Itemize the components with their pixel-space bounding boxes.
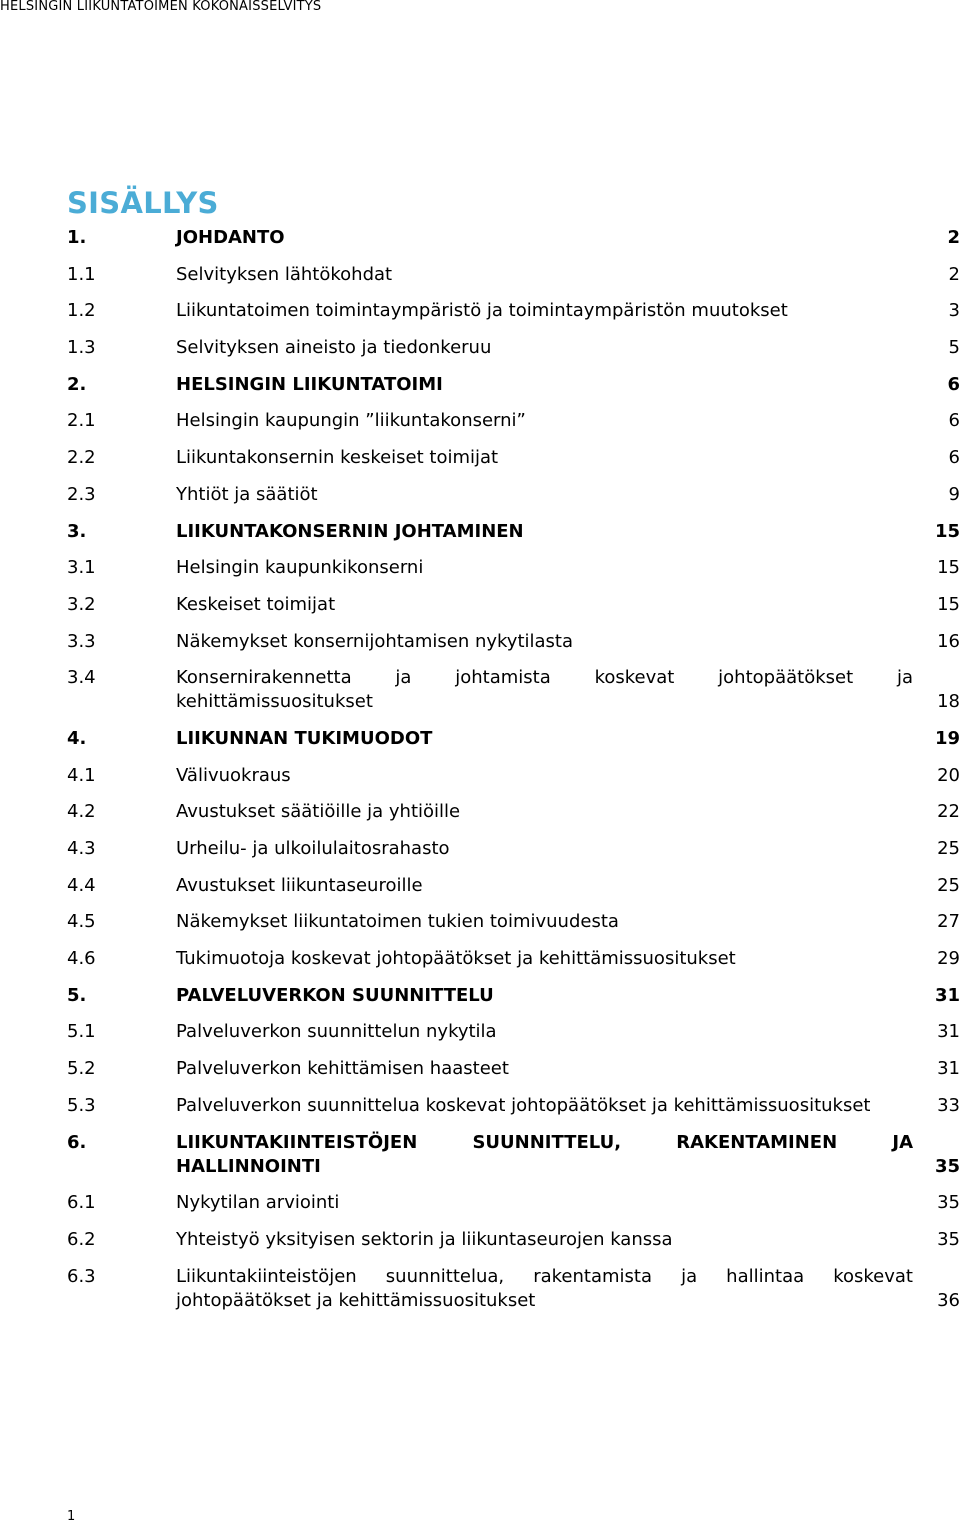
toc-entry-number: 4. xyxy=(67,727,87,749)
toc-entry-title: Liikuntakonsernin keskeiset toimijat xyxy=(176,447,499,469)
toc-entry-title: Helsingin kaupunkikonserni xyxy=(176,557,424,579)
toc-entry-number: 1.2 xyxy=(67,300,96,322)
toc-entry-title xyxy=(176,1131,913,1179)
toc-entry-title: Välivuokraus xyxy=(176,764,291,786)
toc-chapter-entry[interactable] xyxy=(67,984,960,1008)
toc-entry-number: 4.6 xyxy=(67,948,96,970)
toc-section-entry[interactable] xyxy=(67,409,960,433)
toc-entry-number: 5.3 xyxy=(67,1094,96,1116)
toc-entry-title: Palveluverkon kehittämisen haasteet xyxy=(176,1058,509,1080)
toc-section-entry[interactable] xyxy=(67,1094,960,1118)
toc-section-entry[interactable] xyxy=(67,556,960,580)
toc-entry-title: Urheilu- ja ulkoilulaitosrahasto xyxy=(176,838,450,859)
toc-entry-number: 5. xyxy=(67,984,87,1006)
toc-entry-number: 5.2 xyxy=(67,1058,96,1080)
toc-entry-title: LIIKUNNAN TUKIMUODOT xyxy=(176,727,433,749)
toc-entry-title-line-1: LIIKUNTAKIINTEISTÖJEN SUUNNITTELU, RAKENTAMINEN JA xyxy=(176,1131,913,1153)
toc-entry-number: 4.1 xyxy=(67,764,96,786)
toc-entry-title-line-2: johtopäätökset ja kehittämissuositukset xyxy=(176,1289,536,1311)
toc-entry-page: 35 xyxy=(934,1155,960,1177)
toc-section-entry[interactable] xyxy=(67,1057,960,1081)
toc-entry-page: 2 xyxy=(947,227,960,248)
toc-section-entry[interactable] xyxy=(67,1020,960,1044)
toc-entry-title: Nykytilan arviointi xyxy=(176,1192,340,1214)
toc-section-entry[interactable] xyxy=(67,666,960,714)
toc-entry-page: 29 xyxy=(937,948,960,970)
toc-entry-page: 15 xyxy=(937,593,960,615)
toc-entry-title: Helsingin kaupungin ”liikuntakonserni” xyxy=(176,410,526,432)
toc-section-entry[interactable] xyxy=(67,837,960,861)
toc-section-entry[interactable] xyxy=(67,1265,960,1313)
toc-entry-page: 27 xyxy=(937,911,960,933)
toc-entry-title xyxy=(176,1265,913,1313)
toc-section-entry[interactable] xyxy=(67,630,960,654)
toc-entry-page: 15 xyxy=(934,520,960,542)
toc-entry-page: 36 xyxy=(937,1289,960,1311)
toc-entry-page: 33 xyxy=(937,1094,960,1116)
toc-entry-page: 5 xyxy=(948,337,960,359)
toc-section-entry[interactable] xyxy=(67,336,960,360)
toc-entry-number: 4.5 xyxy=(67,911,96,933)
toc-entry-title: Selvityksen lähtökohdat xyxy=(176,263,393,285)
toc-section-entry[interactable] xyxy=(67,593,960,617)
toc-entry-number: 3. xyxy=(67,520,87,542)
toc-entry-number: 6.1 xyxy=(67,1192,96,1214)
toc-entry-page: 16 xyxy=(937,630,960,652)
toc-entry-page: 6 xyxy=(948,447,960,469)
toc-entry-number: 3.2 xyxy=(67,593,96,615)
toc-section-entry[interactable] xyxy=(67,263,960,287)
toc-entry-number: 1. xyxy=(67,227,87,248)
toc-entry-title: HELSINGIN LIIKUNTATOIMI xyxy=(176,373,443,395)
toc-chapter-entry[interactable] xyxy=(67,373,960,397)
toc-entry-page: 19 xyxy=(934,727,960,749)
toc-entry-page: 31 xyxy=(937,1021,960,1043)
toc-entry-title: Palveluverkon suunnittelua koskevat johtopäätökset ja kehittämissuositukset xyxy=(176,1094,871,1116)
toc-entry-page: 6 xyxy=(948,410,960,432)
toc-entry-title: Selvityksen aineisto ja tiedonkeruu xyxy=(176,337,492,359)
toc-entry-page: 22 xyxy=(937,801,960,823)
toc-entry-page: 31 xyxy=(937,1058,960,1080)
toc-entry-number: 3.3 xyxy=(67,630,96,652)
toc-entry-title: LIIKUNTAKONSERNIN JOHTAMINEN xyxy=(176,520,524,542)
toc-title: SISÄLLYS xyxy=(67,186,219,220)
toc-entry-title: Avustukset liikuntaseuroille xyxy=(176,874,423,896)
toc-entry-title: Näkemykset konsernijohtamisen nykytilasta xyxy=(176,630,574,652)
toc-entry-number: 4.4 xyxy=(67,874,96,896)
toc-entry-number: 6.3 xyxy=(67,1265,96,1287)
toc-entry-number: 2.3 xyxy=(67,483,96,505)
toc-entry-number: 5.1 xyxy=(67,1021,96,1043)
toc-entry-page: 3 xyxy=(948,300,960,322)
toc-entry-title: Avustukset säätiöille ja yhtiöille xyxy=(176,801,461,823)
toc-entry-number: 6.2 xyxy=(67,1228,96,1250)
toc-entry-page: 20 xyxy=(937,764,960,786)
toc-chapter-entry[interactable] xyxy=(67,727,960,751)
toc-entry-page: 6 xyxy=(947,373,960,395)
toc-entry-number: 1.1 xyxy=(67,263,96,285)
toc-section-entry[interactable] xyxy=(67,800,960,824)
toc-entry-number: 4.2 xyxy=(67,801,96,823)
toc-chapter-entry[interactable] xyxy=(67,520,960,544)
toc-entry-title: Liikuntatoimen toimintaympäristö ja toimintaympäristön muutokset xyxy=(176,300,788,322)
toc-entry-title: Yhteistyö yksityisen sektorin ja liikuntaseurojen kanssa xyxy=(176,1228,673,1250)
toc-entry-title: PALVELUVERKON SUUNNITTELU xyxy=(176,984,494,1006)
toc-entry-title: Keskeiset toimijat xyxy=(176,593,336,615)
toc-entry-number: 6. xyxy=(67,1131,87,1153)
toc-entry-title: Palveluverkon suunnittelun nykytila xyxy=(176,1021,497,1043)
toc-section-entry[interactable] xyxy=(67,874,960,898)
toc-entry-number: 2. xyxy=(67,373,87,395)
toc-entry-title-line-1: Liikuntakiinteistöjen suunnittelua, rakentamista ja hallintaa koskevat xyxy=(176,1265,913,1287)
toc-entry-title-line-2: kehittämissuositukset xyxy=(176,691,373,713)
toc-entry-page: 15 xyxy=(937,557,960,579)
toc-entry-title-line-1: Konsernirakennetta ja johtamista koskevat johtopäätökset ja xyxy=(176,667,913,689)
toc-entry-title: Yhtiöt ja säätiöt xyxy=(176,483,318,505)
toc-entry-title-line-2: HALLINNOINTI xyxy=(176,1155,321,1177)
toc-section-entry[interactable] xyxy=(67,299,960,323)
toc-entry-page: 25 xyxy=(937,838,960,859)
toc-entry-page: 35 xyxy=(937,1228,960,1250)
toc-entry-page: 31 xyxy=(934,984,960,1006)
toc-entry-page: 35 xyxy=(937,1192,960,1214)
toc-entry-number: 2.1 xyxy=(67,410,96,432)
toc-entry-title: Tukimuotoja koskevat johtopäätökset ja kehittämissuositukset xyxy=(176,948,736,970)
toc-entry-page: 2 xyxy=(948,263,960,285)
toc-entry-page: 25 xyxy=(937,874,960,896)
toc-entry-number: 4.3 xyxy=(67,838,96,859)
table-of-contents xyxy=(67,226,960,1325)
page-number: 1 xyxy=(67,1509,76,1524)
toc-entry-title xyxy=(176,666,913,714)
toc-section-entry[interactable] xyxy=(67,1191,960,1215)
running-header: HELSINGIN LIIKUNTATOIMEN KOKONAISSELVITYS xyxy=(0,0,322,14)
toc-chapter-entry[interactable] xyxy=(67,1131,960,1179)
toc-entry-number: 2.2 xyxy=(67,447,96,469)
toc-section-entry[interactable] xyxy=(67,947,960,971)
toc-entry-number: 3.4 xyxy=(67,667,96,689)
toc-entry-title: JOHDANTO xyxy=(176,227,285,248)
toc-entry-title: Näkemykset liikuntatoimen tukien toimivuudesta xyxy=(176,911,619,933)
toc-section-entry[interactable] xyxy=(67,483,960,507)
toc-entry-page: 9 xyxy=(948,483,960,505)
toc-chapter-entry[interactable] xyxy=(67,226,960,250)
toc-section-entry[interactable] xyxy=(67,446,960,470)
toc-section-entry[interactable] xyxy=(67,764,960,788)
toc-entry-page: 18 xyxy=(937,691,960,713)
toc-entry-number: 1.3 xyxy=(67,337,96,359)
toc-entry-number: 3.1 xyxy=(67,557,96,579)
toc-section-entry[interactable] xyxy=(67,1228,960,1252)
toc-section-entry[interactable] xyxy=(67,910,960,934)
